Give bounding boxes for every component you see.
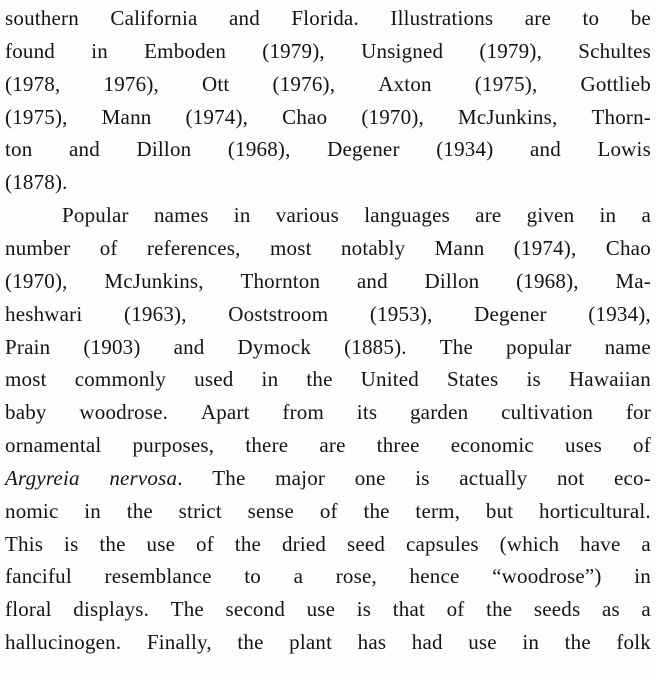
- word: Illustrations: [390, 6, 494, 30]
- word: (1974),: [513, 235, 577, 260]
- text-line: [5, 593, 651, 625]
- word: ornamental: [5, 433, 102, 458]
- word: (1975),: [5, 104, 68, 129]
- word: Degener: [327, 137, 400, 162]
- word: seed: [346, 531, 386, 556]
- text-line: [5, 396, 651, 428]
- word: that: [392, 597, 426, 622]
- word: (1885).: [344, 334, 407, 359]
- text-line: [62, 199, 651, 231]
- word: uses: [565, 433, 602, 458]
- italic-text: nervosa: [109, 465, 178, 490]
- word: woodrose.: [79, 400, 169, 425]
- word: dried: [281, 531, 327, 556]
- word: have: [580, 531, 621, 556]
- text-line: [5, 68, 651, 100]
- text-line: [5, 35, 651, 67]
- word: displays.: [73, 597, 150, 622]
- word: three: [376, 433, 420, 458]
- word: of: [99, 235, 118, 260]
- word: as: [601, 597, 620, 622]
- word: has: [357, 630, 387, 655]
- word: in: [599, 203, 617, 228]
- word: in: [634, 564, 651, 589]
- word: Ooststroom: [228, 301, 329, 326]
- word: name: [604, 334, 651, 359]
- word: in: [522, 630, 540, 655]
- word: baby: [5, 400, 47, 425]
- word: Ma-: [615, 268, 651, 293]
- word: the: [234, 531, 262, 556]
- word: in: [84, 498, 101, 523]
- word: not: [556, 465, 585, 490]
- word: capsules: [406, 531, 479, 556]
- word: Thorn-: [591, 104, 651, 129]
- word: are: [475, 203, 502, 228]
- word: rose,: [335, 564, 377, 589]
- word: there: [245, 433, 289, 458]
- word: Schultes: [578, 38, 651, 63]
- word: Mann: [434, 235, 485, 260]
- text-line: [5, 626, 651, 658]
- word: Popular: [62, 203, 129, 228]
- word: the: [306, 367, 333, 392]
- word: term,: [415, 498, 461, 523]
- word: use: [468, 630, 497, 655]
- word: floral: [5, 597, 52, 622]
- word: of: [195, 531, 214, 556]
- word: fanciful: [5, 564, 72, 589]
- word: of: [319, 498, 338, 523]
- text-line: [5, 528, 651, 560]
- word: (1903): [83, 334, 141, 359]
- word: actually: [459, 465, 528, 490]
- word: hence: [409, 564, 460, 589]
- word: (1934): [436, 137, 494, 162]
- text-line: [5, 101, 651, 133]
- word: strict: [178, 498, 222, 523]
- word: (1953),: [369, 301, 433, 326]
- word: in: [233, 203, 251, 228]
- word: (1934),: [588, 301, 651, 326]
- word: (1979),: [479, 38, 543, 63]
- word: (1963),: [124, 301, 187, 326]
- word: be: [630, 6, 651, 30]
- word: Mann: [101, 104, 152, 129]
- word: its: [356, 400, 378, 425]
- word: of: [446, 597, 465, 622]
- text-line: [5, 232, 651, 264]
- word: horticultural.: [539, 498, 651, 523]
- word: is: [356, 597, 372, 622]
- word: given: [526, 203, 575, 228]
- word: eco-: [614, 465, 651, 490]
- word: the: [363, 498, 390, 523]
- word: Prain: [5, 334, 51, 359]
- word: (1968),: [227, 137, 291, 162]
- word: second: [225, 597, 286, 622]
- word: States: [447, 367, 499, 392]
- text-line: [5, 298, 651, 330]
- word: use: [306, 597, 336, 622]
- text-line: [5, 265, 651, 297]
- word: (1974),: [185, 104, 249, 129]
- word: to: [582, 6, 600, 30]
- word: is: [64, 531, 79, 556]
- word: are: [524, 6, 552, 30]
- word: Finally,: [146, 630, 212, 655]
- word: plant: [289, 630, 333, 655]
- word: Emboden: [144, 38, 227, 63]
- word: cultivation: [501, 400, 594, 425]
- word: Gottlieb: [580, 71, 651, 96]
- word: are: [319, 433, 346, 458]
- word: (which: [499, 531, 560, 556]
- word: Degener: [474, 301, 547, 326]
- word: number: [5, 235, 71, 260]
- word: southern: [5, 6, 79, 30]
- word: and: [356, 268, 388, 293]
- word: purposes,: [132, 433, 215, 458]
- word: seeds: [533, 597, 581, 622]
- word: Ott: [202, 71, 230, 96]
- word: to: [244, 564, 261, 589]
- italic-word: [5, 462, 80, 494]
- word: of: [633, 433, 651, 458]
- word: “woodrose”): [492, 564, 602, 589]
- word: and: [229, 6, 260, 30]
- word: Axton: [378, 71, 432, 96]
- text-line: [5, 429, 651, 461]
- word: The: [439, 334, 474, 359]
- word: (1978,: [5, 71, 61, 96]
- word: various: [275, 203, 339, 228]
- word: Dillon: [136, 137, 192, 162]
- word: 1976),: [103, 71, 159, 96]
- word: the: [564, 630, 591, 655]
- word: commonly: [74, 367, 167, 392]
- word: California: [110, 6, 198, 30]
- word: (1970),: [361, 104, 424, 129]
- word: use: [146, 531, 176, 556]
- word: (1979),: [262, 38, 325, 63]
- word: resemblance: [104, 564, 212, 589]
- word: garden: [409, 400, 469, 425]
- word: the: [126, 498, 153, 523]
- word: from: [282, 400, 325, 425]
- word: the: [237, 630, 264, 655]
- text-line: [5, 462, 651, 494]
- italic-word: [109, 462, 182, 494]
- word: heshwari: [5, 301, 83, 326]
- word: but: [485, 498, 514, 523]
- word: Lowis: [597, 137, 651, 162]
- word: references,: [146, 235, 241, 260]
- word: ton: [5, 137, 33, 162]
- word: and: [529, 137, 561, 162]
- word: the: [99, 531, 126, 556]
- word: Chao: [605, 235, 651, 260]
- word: The: [212, 465, 246, 490]
- word: a: [641, 203, 651, 228]
- word: Dymock: [237, 334, 312, 359]
- word: Unsigned: [361, 38, 444, 63]
- word: a: [641, 597, 651, 622]
- word: found: [5, 38, 55, 63]
- word: (1975),: [474, 71, 538, 96]
- word: Chao: [282, 104, 328, 129]
- text-line: [5, 560, 651, 592]
- word: United: [360, 367, 419, 392]
- italic-text: Argyreia: [5, 465, 80, 490]
- word: one: [354, 465, 386, 490]
- word: Thornton: [240, 268, 321, 293]
- word: Florida.: [291, 6, 359, 30]
- word: nomic: [5, 498, 59, 523]
- word: (1970),: [5, 268, 68, 293]
- word: hallucinogen.: [5, 630, 122, 655]
- word: and: [173, 334, 205, 359]
- word: sense: [247, 498, 295, 523]
- word: major: [275, 465, 326, 490]
- word: used: [194, 367, 234, 392]
- word: McJunkins,: [104, 268, 204, 293]
- word: is: [415, 465, 430, 490]
- word: notably: [340, 235, 406, 260]
- text-line: [5, 363, 651, 395]
- text-line: [5, 2, 651, 34]
- word: Apart: [200, 400, 250, 425]
- text-line: [5, 331, 651, 363]
- word: is: [526, 367, 541, 392]
- word: economic: [450, 433, 534, 458]
- word: Dillon: [424, 268, 480, 293]
- word: popular: [506, 334, 572, 359]
- word: folk: [616, 630, 651, 655]
- text-line: [5, 133, 651, 165]
- word: had: [411, 630, 443, 655]
- punctuation: .: [177, 465, 183, 490]
- text-line: [5, 495, 651, 527]
- word: The: [170, 597, 204, 622]
- word: Hawaiian: [568, 367, 651, 392]
- word: McJunkins,: [458, 104, 558, 129]
- word: in: [91, 38, 108, 63]
- word: (1976),: [272, 71, 336, 96]
- word: for: [625, 400, 651, 425]
- word: languages: [364, 203, 450, 228]
- word: (1878).: [5, 170, 68, 195]
- word: most: [269, 235, 312, 260]
- word: in: [261, 367, 279, 392]
- word: the: [486, 597, 513, 622]
- word: and: [69, 137, 100, 162]
- word: a: [293, 564, 304, 589]
- word: This: [5, 531, 44, 556]
- text-line: [5, 166, 651, 198]
- word: names: [153, 203, 209, 228]
- word: (1968),: [516, 268, 579, 293]
- word: a: [641, 531, 651, 556]
- word: most: [5, 367, 47, 392]
